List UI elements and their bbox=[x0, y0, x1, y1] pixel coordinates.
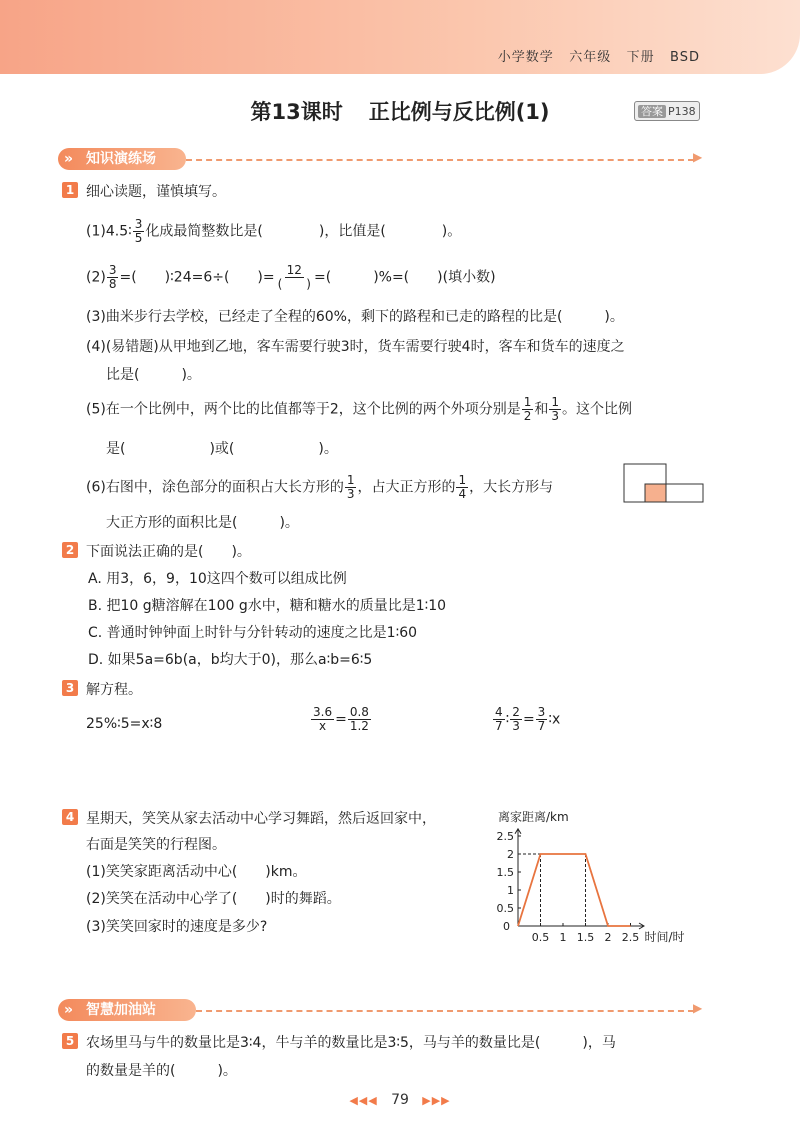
travel-chart bbox=[476, 800, 716, 950]
text: (6)右图中，涂色部分的面积占大长方形的 bbox=[86, 479, 344, 496]
question-stem: 解方程。 bbox=[86, 682, 142, 698]
fraction bbox=[549, 396, 561, 423]
q1-part3: (3)曲米步行去学校，已经走了全程的60%，剩下的路程和已走的路程的比是( )。 bbox=[86, 309, 624, 325]
answer-page: P138 bbox=[668, 105, 696, 118]
denominator: 7 bbox=[495, 719, 503, 733]
question-number: 5 bbox=[62, 1033, 78, 1049]
text: (5)在一个比例中，两个比的比值都等于2，这个比例的两个外项分别是 bbox=[86, 401, 521, 418]
q1-part4: (4)(易错题)从甲地到乙地，客车需要行驶3时，货车需要行驶4时，客车和货车的速度之 bbox=[86, 339, 625, 355]
denominator: 4 bbox=[458, 487, 467, 501]
q1-part2 bbox=[86, 264, 496, 291]
double-chevron-icon: » bbox=[64, 151, 74, 167]
origin-label: 0 bbox=[503, 920, 510, 933]
answer-reference[interactable] bbox=[634, 101, 700, 121]
text: ∶x bbox=[548, 711, 561, 728]
rectangles-figure bbox=[620, 462, 710, 508]
numerator: 1 bbox=[458, 473, 467, 487]
question-stem: 下面说法正确的是( )。 bbox=[86, 544, 251, 560]
arrow-right-icon: ▶ bbox=[693, 1001, 703, 1015]
divider bbox=[196, 1010, 694, 1012]
question-number: 1 bbox=[62, 182, 78, 198]
question-number: 3 bbox=[62, 680, 78, 696]
y-tick-label: 2.5 bbox=[496, 830, 514, 843]
double-chevron-icon: » bbox=[64, 1002, 74, 1018]
y-axis-label: 离家距离/km bbox=[498, 809, 569, 824]
q1-part5-cont: 是( )或( )。 bbox=[106, 441, 338, 457]
denominator: ( ) bbox=[277, 277, 311, 291]
q1-part6-cont: 大正方形的面积比是( )。 bbox=[106, 515, 299, 531]
q1-part5 bbox=[86, 396, 632, 423]
q4-line2: 右面是笑笑的行程图。 bbox=[86, 837, 226, 853]
text: = bbox=[335, 711, 347, 728]
fraction bbox=[276, 264, 313, 291]
right-arrows-icon: ▶▶▶ bbox=[422, 1094, 451, 1107]
series-line-distance bbox=[518, 854, 631, 926]
numerator: 12 bbox=[286, 263, 302, 277]
question-number: 4 bbox=[62, 809, 78, 825]
page-footer bbox=[0, 1092, 800, 1108]
lesson-topic: 正比例与反比例(1) bbox=[368, 100, 550, 124]
x-tick-label: 1 bbox=[559, 931, 567, 944]
fraction bbox=[107, 264, 119, 291]
equation-2 bbox=[310, 706, 372, 733]
grade-label: 六年级 bbox=[569, 50, 612, 65]
fraction bbox=[493, 706, 505, 733]
arrow-right-icon: ▶ bbox=[693, 150, 703, 164]
denominator: 5 bbox=[134, 231, 143, 245]
q1-part4-cont: 比是( )。 bbox=[106, 367, 201, 383]
denominator: 3 bbox=[346, 487, 355, 501]
text: 和 bbox=[534, 401, 549, 418]
denominator: x bbox=[318, 719, 327, 733]
divider bbox=[186, 159, 694, 161]
denominator: 8 bbox=[108, 277, 117, 291]
left-arrows-icon: ◀◀◀ bbox=[349, 1094, 378, 1107]
numerator: 4 bbox=[495, 705, 503, 719]
numerator: 1 bbox=[523, 395, 532, 409]
denominator: 3 bbox=[512, 719, 520, 733]
section-title: 智慧加油站 bbox=[86, 1002, 156, 1018]
text: ，大长方形与 bbox=[469, 479, 554, 496]
numerator: 3 bbox=[108, 263, 117, 277]
fraction bbox=[536, 706, 548, 733]
numerator: 3.6 bbox=[313, 705, 333, 719]
question-stem: 细心读题，谨慎填写。 bbox=[86, 184, 226, 200]
text: 。这个比例 bbox=[562, 401, 633, 418]
y-tick-label: 1.5 bbox=[496, 866, 514, 879]
fraction bbox=[456, 474, 468, 501]
q4-sub2: (2)笑笑在活动中心学了( )时的舞蹈。 bbox=[86, 891, 341, 907]
numerator: 3 bbox=[134, 217, 143, 231]
option-d: D. 如果5a=6b(a，b均大于0)，那么a∶b=6∶5 bbox=[88, 652, 373, 668]
numerator: 0.8 bbox=[349, 705, 369, 719]
equation-3 bbox=[492, 706, 560, 733]
denominator: 3 bbox=[551, 409, 560, 423]
series-label: 小学数学 bbox=[497, 50, 554, 65]
volume-label: 下册 bbox=[626, 50, 655, 65]
x-tick-label: 1.5 bbox=[576, 931, 595, 944]
text: ，占大正方形的 bbox=[357, 479, 456, 496]
x-tick-label: 0.5 bbox=[531, 931, 550, 944]
text: (2) bbox=[86, 269, 106, 286]
numerator: 1 bbox=[551, 395, 560, 409]
answer-label: 答案 bbox=[638, 105, 666, 118]
numerator: 2 bbox=[512, 705, 520, 719]
section-title: 知识演练场 bbox=[86, 151, 156, 167]
book-meta bbox=[498, 46, 700, 65]
y-tick-label: 1 bbox=[507, 884, 514, 897]
text: (1)4.5∶ bbox=[86, 223, 132, 240]
denominator: 1.2 bbox=[349, 719, 369, 733]
equation-1: 25%∶5=x∶8 bbox=[86, 716, 163, 732]
q1-part6 bbox=[86, 474, 553, 501]
section-header-practice bbox=[58, 148, 186, 170]
text: ∶ bbox=[505, 711, 510, 728]
option-c: C. 普通时钟钟面上时针与分针转动的速度之比是1∶60 bbox=[88, 625, 418, 641]
fraction bbox=[510, 706, 522, 733]
text: 化成最简整数比是( )，比值是( )。 bbox=[145, 223, 462, 240]
fraction bbox=[133, 218, 145, 245]
text: =( )%=( )(填小数) bbox=[314, 269, 496, 286]
numerator: 1 bbox=[346, 473, 355, 487]
lesson-number: 第13课时 bbox=[250, 100, 343, 124]
section-header-challenge bbox=[58, 999, 196, 1021]
fraction bbox=[311, 706, 334, 733]
fraction bbox=[348, 706, 371, 733]
q5-line2: 的数量是羊的( )。 bbox=[86, 1063, 237, 1079]
q1-part1 bbox=[86, 218, 461, 245]
q4-line1: 星期天，笑笑从家去活动中心学习舞蹈，然后返回家中， bbox=[86, 811, 436, 827]
y-tick-label: 2 bbox=[507, 848, 514, 861]
edition-label: BSD bbox=[670, 50, 700, 65]
y-tick-label: 0.5 bbox=[496, 902, 514, 915]
q5-line1: 农场里马与牛的数量比是3∶4，牛与羊的数量比是3∶5，马与羊的数量比是( )，马 bbox=[86, 1035, 616, 1051]
shaded-overlap bbox=[645, 484, 666, 502]
q4-sub1: (1)笑笑家距离活动中心( )km。 bbox=[86, 864, 307, 880]
text: = bbox=[522, 711, 535, 728]
question-number: 2 bbox=[62, 542, 78, 558]
denominator: 2 bbox=[523, 409, 532, 423]
option-b: B. 把10 g糖溶解在100 g水中，糖和糖水的质量比是1∶10 bbox=[88, 598, 447, 614]
x-tick-label: 2 bbox=[604, 931, 612, 944]
x-axis-label: 时间/时 bbox=[644, 930, 685, 944]
option-a: A. 用3，6，9，10这四个数可以组成比例 bbox=[88, 571, 347, 587]
q4-sub3: (3)笑笑回家时的速度是多少? bbox=[86, 919, 268, 935]
page-number: 79 bbox=[391, 1092, 409, 1108]
x-tick-label: 2.5 bbox=[621, 931, 640, 944]
fraction bbox=[345, 474, 357, 501]
numerator: 3 bbox=[537, 705, 546, 719]
fraction bbox=[522, 396, 534, 423]
denominator: 7 bbox=[537, 719, 546, 733]
text: =( )∶24=6÷( )= bbox=[119, 269, 275, 286]
